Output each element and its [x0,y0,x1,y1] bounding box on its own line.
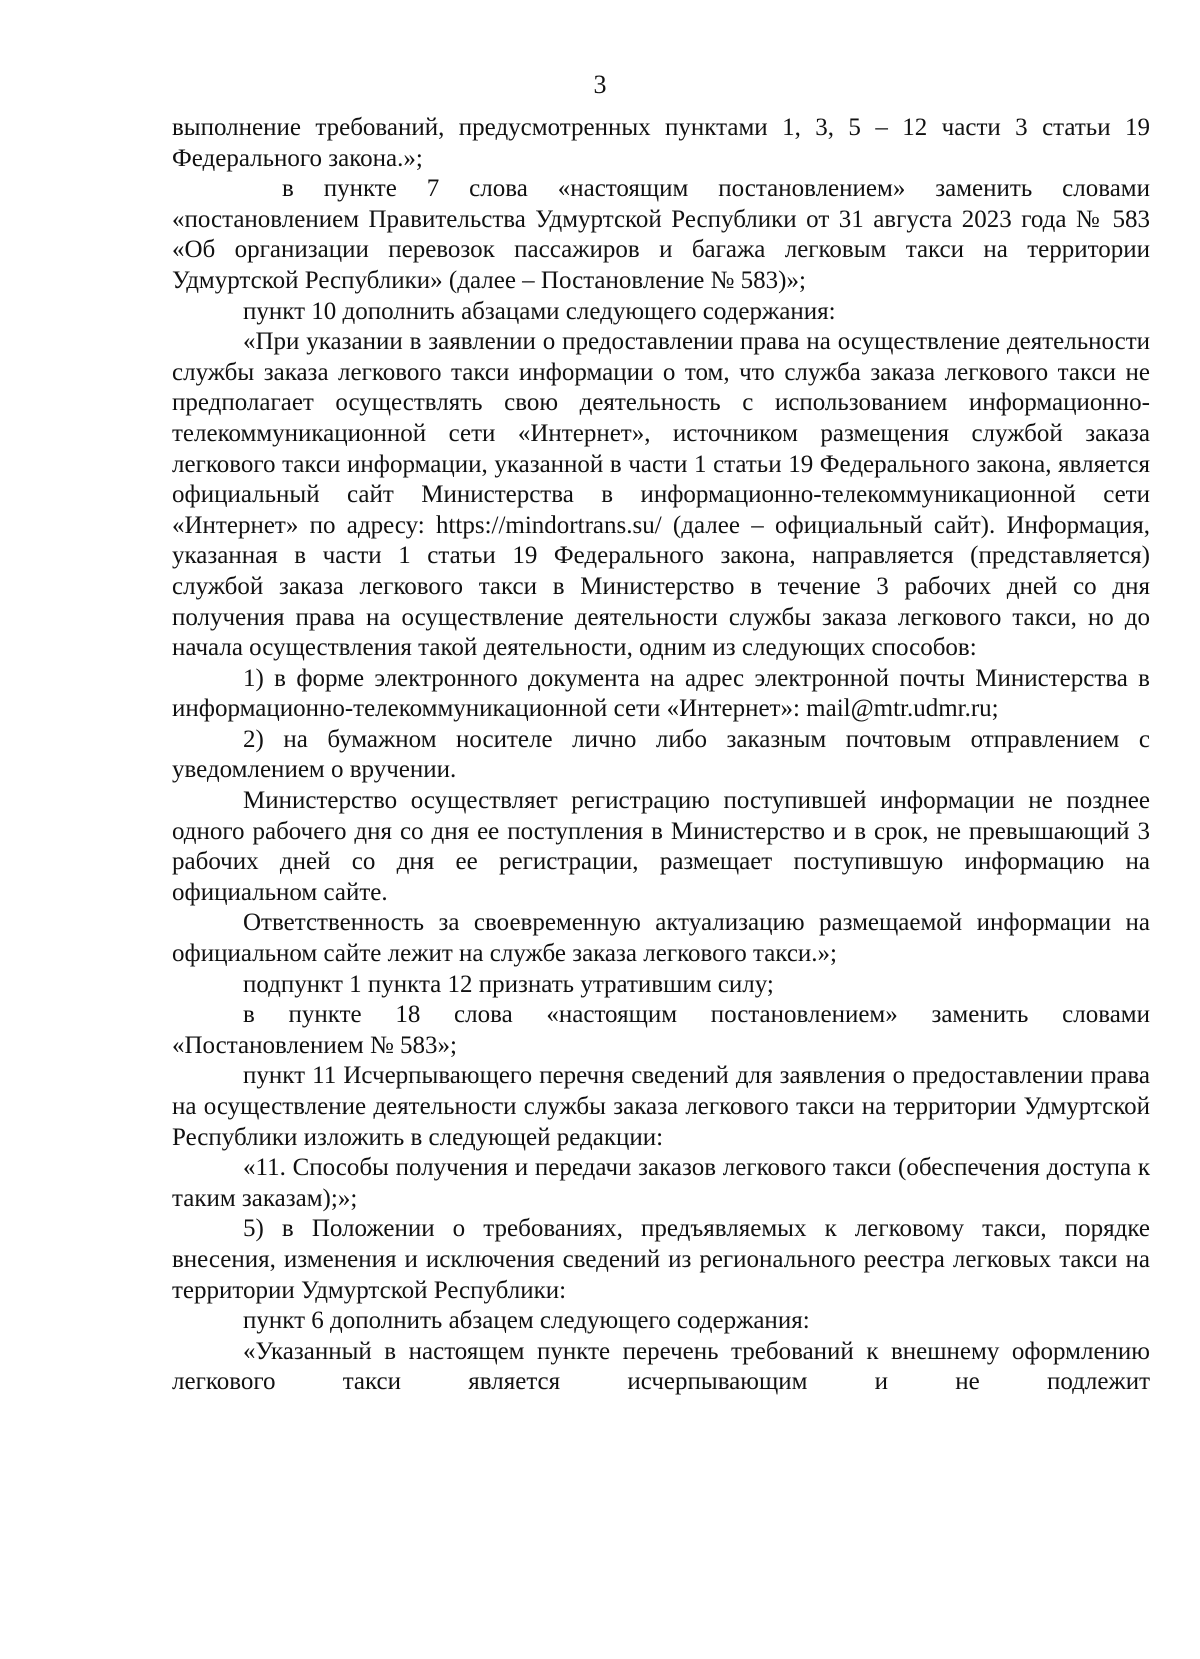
paragraph-3: пункт 10 дополнить абзацами следующего содержания: [243,297,836,325]
paragraph-8: Ответственность за своевременную актуализацию размещаемой информации на официальном сайте лежит на службе заказа легкового такси.»; [172,909,1150,968]
paragraph-15: «Указанный в настоящем пункте перечень требований к внешнему оформлению легкового такси является исчерпывающим и не подлежит [172,1337,1150,1396]
paragraph-12: «11. Способы получения и передачи заказов легкового такси (обеспечения доступа к таким заказам);»; [172,1154,1150,1212]
paragraph-2: в пункте 7 слова «настоящим постановлением» заменить словами «постановлением Правительства Удмуртской Республики от 31 августа 2023 года № 583 «Об организации перевозок пассажиров и багажа легковым такси на территории Удмуртской Республики» (далее – Постановление № 583)»; [172,175,1150,294]
paragraph-11: пункт 11 Исчерпывающего перечня сведений для заявления о предоставлении права на осуществление деятельности службы заказа легкового такси на территории Удмуртской Республики изложить в следующей редакции: [172,1062,1150,1151]
paragraph-4: «При указании в заявлении о предоставлении права на осуществление деятельности службы заказа легкового такси информации о том, что служба заказа легкового такси не предполагает осуществлять свою деятельность с использованием информационно-телекоммуникационной сети «Интернет», источником размещения службой заказа легкового такси информации, указанной в части 1 статьи 19 Федерального закона, является официальный сайт Министерства в информационно-телекоммуникационной сети «Интернет» по адресу: https://mindortrans.su/ (далее – официальный сайт). Информация, указанная в части 1 статьи 19 Федерального закона, направляется (представляется) службой заказа легкового такси в Министерство в течение 3 рабочих дней со дня получения права на осуществление деятельности службы заказа легкового такси, но до начала осуществления такой деятельности, одним из следующих способов: [172,328,1150,662]
paragraph-14: пункт 6 дополнить абзацем следующего содержания: [243,1307,810,1335]
paragraph-7: Министерство осуществляет регистрацию поступившей информации не позднее одного рабочего дня со дня ее поступления в Министерство и в срок, не превышающий 3 рабочих дней со дня ее регистрации, размещает поступившую информацию на официальном сайте. [172,787,1150,906]
paragraph-1: выполнение требований, предусмотренных пунктами 1, 3, 5 – 12 части 3 статьи 19 Федерального закона.»; [172,114,1150,172]
document-body [172,113,1150,1398]
paragraph-13: 5) в Положении о требованиях, предъявляемых к легковому такси, порядке внесения, изменения и исключения сведений из регионального реестра легковых такси на территории Удмуртской Республики: [172,1215,1150,1304]
paragraph-6: 2) на бумажном носителе лично либо заказным почтовым отправлением с уведомлением о вручении. [172,725,1150,784]
paragraph-10: в пункте 18 слова «настоящим постановлением» заменить словами «Постановлением № 583»; [172,1001,1150,1059]
paragraph-5: 1) в форме электронного документа на адрес электронной почты Министерства в информационно-телекоммуникационной сети «Интернет»: mail@mtr.udmr.ru; [172,664,1150,723]
page-number: 3 [593,70,607,99]
paragraph-9: подпункт 1 пункта 12 признать утратившим силу; [243,970,774,998]
